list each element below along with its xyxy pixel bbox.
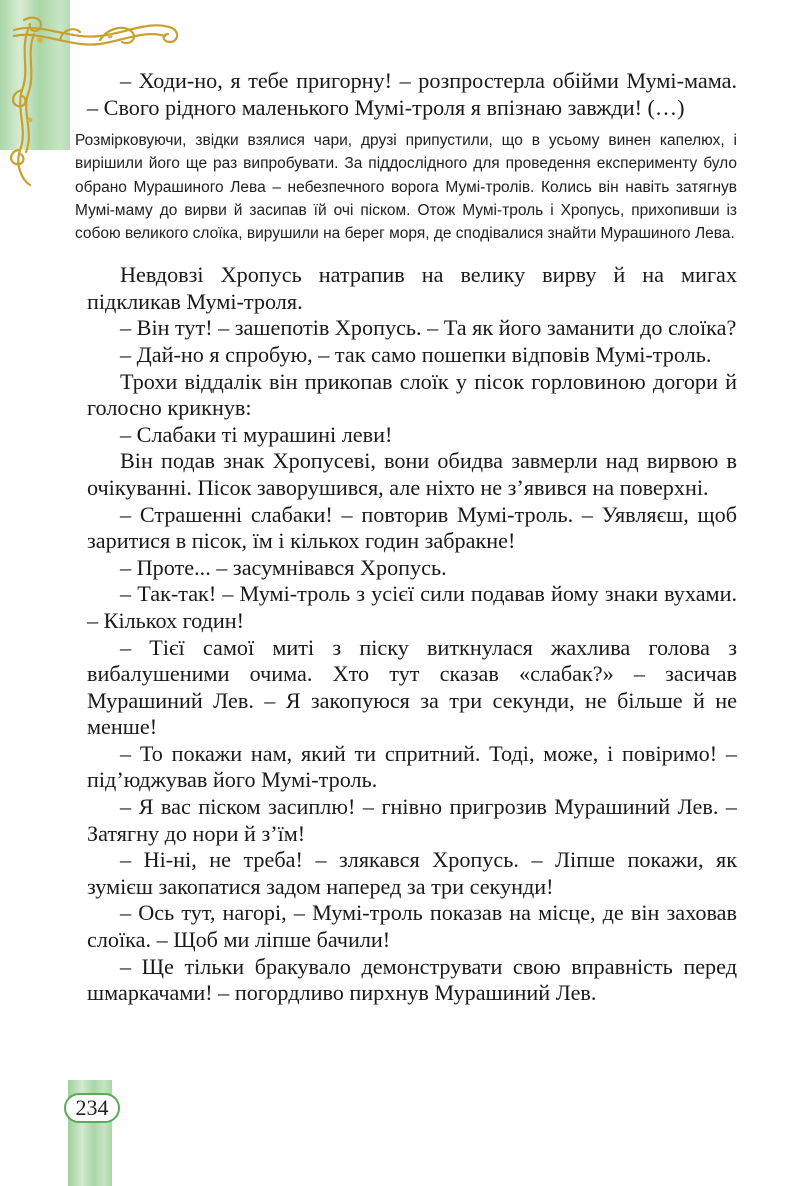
story-paragraph: – Проте... – засумнівався Хропусь. [120, 554, 447, 580]
story-paragraph: – Слабаки ті мурашині леви! [120, 421, 393, 447]
story-paragraph: – Страшенні слабаки! – повторив Мумі-троль. – Уявляєш, щоб заритися в пісок, їм і кількох годин забракне! [87, 501, 737, 554]
story-paragraph: – Я вас піском засиплю! – гнівно пригрозив Мурашиний Лев. – Затягну до нори й з’їм! [87, 794, 737, 846]
story-paragraph: – То покажи нам, який ти спритний. Тоді, може, і повіримо! – під’юджував його Мумі-троль. [87, 740, 737, 793]
page-number: 234 [64, 1093, 120, 1123]
story-paragraph: – Дай-но я спробую, – так само пошепки відповів Мумі-троль. [120, 341, 712, 367]
story-paragraph: Трохи віддалік він прикопав слоїк у пісок горловиною догори й голосно крикнув: [87, 368, 737, 421]
story-paragraph: – Ні-ні, не треба! – злякався Хропусь. – Ліпше покажи, як зумієш закопатися задом наперед за три секунди! [87, 847, 737, 899]
story-paragraph: – Так-так! – Мумі-троль з усієї сили подавав йому знаки вухами. – Кількох годин! [87, 581, 737, 633]
story-paragraph: Невдовзі Хропусь натрапив на велику вирву й на мигах підкликав Мумі-троля. [87, 262, 737, 314]
paragraph-opening: – Ходи-но, я тебе пригорну! – розпростерла обійми Мумі-мама. – Свого рідного маленького Мумі-троля я впізнаю завжди! (…) [87, 68, 737, 120]
page-content [75, 68, 737, 1007]
summary-note: Розмірковуючи, звідки взялися чари, друзі припустили, що в усьому винен капелюх, і вирішили його ще раз випробувати. За піддослідного для проведення експерименту було обрано Мурашиного Лева – небезпечного ворога Мумі-тролів. Колись він навіть затягнув Мумі-маму до вирви й засипав їй очі піском. Отож Мумі-троль і Хропусь, прихопивши із собою великого слоїка, вирушили на берег моря, де сподівалися знайти Мурашиного Лева. [75, 132, 737, 242]
story-paragraph: – Ось тут, нагорі, – Мумі-троль показав на місце, де він заховав слоїка. – Щоб ми ліпше бачили! [87, 900, 737, 953]
story-paragraph: – Він тут! – зашепотів Хропусь. – Та як його заманити до слоїка? [120, 315, 737, 341]
story-paragraph: – Тієї самої миті з піску виткнулася жахлива голова з вибалушеними очима. Хто тут сказав «слабак?» – засичав Мурашиний Лев. – Я закопуюся за три секунди, не більше й не менше! [87, 634, 737, 740]
story-paragraph: Він подав знак Хропусеві, вони обидва завмерли над вирвою в очікуванні. Пісок заворушився, але ніхто не з’явився на поверхні. [87, 448, 737, 500]
story-paragraph: – Ще тільки бракувало демонструвати свою вправність перед шмаркачами! – погордливо пирхнув Мурашиний Лев. [87, 953, 737, 1006]
